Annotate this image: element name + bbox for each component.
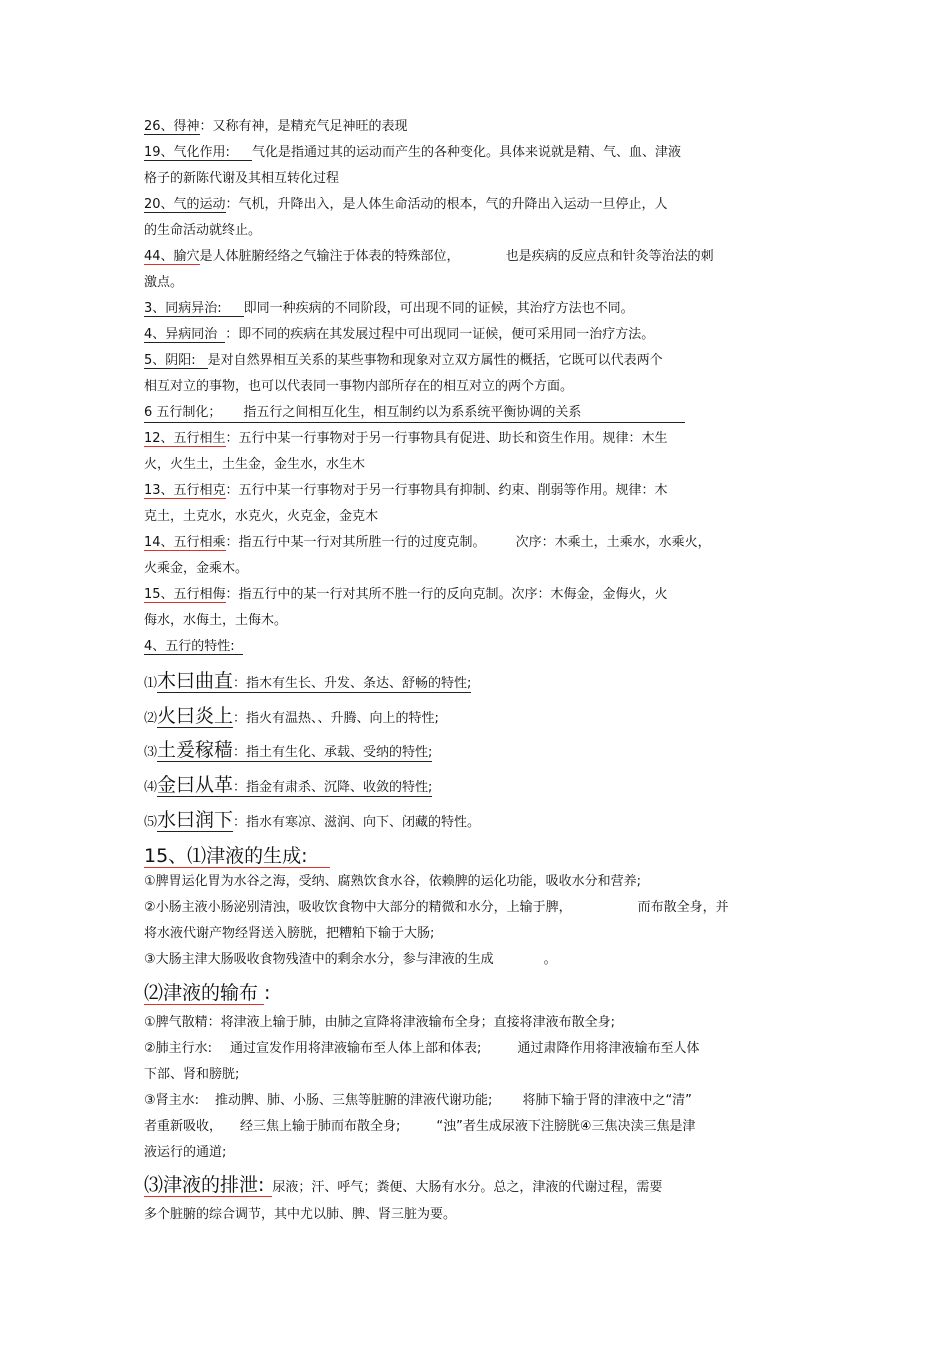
line-body	[144, 951, 557, 969]
body-text: 将肺下输于肾的津液中之“清”	[522, 1093, 692, 1108]
line-yin-yang	[144, 352, 663, 370]
definition-text: 即同一种疾病的不同阶段，可出现不同的证候，其治疗方法也不同。	[243, 301, 634, 316]
heading-jin-ye-shu-bu: ⑵津液的输布 :	[144, 982, 271, 1004]
line-shu-xue	[144, 248, 714, 266]
line-continuation	[144, 222, 261, 240]
definition-text: ：指火有温热、、升腾、向上的特性;	[233, 711, 439, 726]
line-continuation	[144, 378, 573, 396]
section-heading: 15、⑴津液的生成:	[144, 845, 330, 868]
term-xiang-sheng: 12、五行相生	[144, 431, 226, 446]
term-xiang-wu: 15、五行相侮	[144, 587, 226, 602]
line-body	[144, 873, 641, 891]
definition-text: ：指五行中的某一行对其所不胜一行的反向克制。次序：木侮金，金侮火，火	[225, 587, 668, 602]
continuation-text: 的生命活动就终止。	[144, 223, 262, 238]
term-tong-bing-yi-zhi: 3、同病异治:	[144, 301, 244, 317]
definition-text: ：气机，升降出入，是人体生命活动的根本，气的升降出入运动一旦停止，人	[225, 197, 668, 212]
body-text: 而布散全身，并	[637, 900, 729, 915]
line-body	[144, 899, 729, 917]
body-text: “浊”者生成尿液下注膀胱④三焦决渎三焦是津	[436, 1119, 696, 1134]
section-heading: ⑵津液的输布	[144, 982, 264, 1005]
line-continuation	[144, 170, 339, 188]
body-text: ②小肠主液小肠泌别清浊，吸收饮食物中大部分的精微和水分，上输于脾，	[144, 900, 572, 915]
line-xiang-ke	[144, 482, 668, 500]
line-continuation	[144, 508, 378, 526]
term-qi-yun-dong: 20、气的运动	[144, 197, 226, 212]
body-text: ②肺主行水:	[144, 1041, 213, 1056]
term-huo: 火曰炎上	[157, 705, 234, 727]
body-text: ③大肠主津大肠吸收食物残渣中的剩余水分，参与津液的生成	[144, 952, 494, 967]
line-qi-yun-dong	[144, 196, 668, 214]
line-xiang-cheng	[144, 534, 711, 552]
definition-text: 次序：木乘土，土乘水，水乘火，	[515, 535, 711, 550]
body-text: 多个脏腑的综合调节，其中尤以肺、脾、肾三脏为要。	[144, 1207, 457, 1222]
section-heading: ⑶津液的排泄:	[144, 1174, 272, 1197]
heading-jin-ye-pai-xie	[144, 1172, 662, 1201]
line-de-shen	[144, 118, 408, 136]
body-text: ①脾胃运化胃为水谷之海，受纳、腐熟饮食水谷，依赖脾的运化功能，吸收水分和营养;	[144, 874, 642, 889]
term-mu: 木曰曲直：指木有生长、升发、条达、舒畅的特性;	[157, 670, 472, 692]
body-text: 下部、肾和膀胱;	[144, 1067, 240, 1082]
term-yin-yang: 5、阴阳:	[144, 353, 208, 369]
line-wu-xing-te-xing	[144, 638, 243, 656]
term-xiang-cheng: 14、五行相乘	[144, 535, 226, 550]
term-de-shen: 26、得神	[144, 119, 200, 134]
definition-text: ：又称有神，是精充气足神旺的表现	[199, 119, 408, 134]
continuation-text: 克土，土克水，水克火，火克金，金克木	[144, 509, 379, 524]
continuation-text: 火乘金，金乘木。	[144, 561, 249, 576]
body-text: 将水液代谢产物经肾送入膀胱，把糟粕下输于大肠;	[144, 926, 435, 941]
body-text: 通过肃降作用将津液输布至人体	[517, 1041, 700, 1056]
term-jin: 金曰从革：指金有肃杀、沉降、收敛的特性;	[157, 774, 433, 796]
body-text: 推动脾、肺、小肠、三焦等脏腑的津液代谢功能;	[215, 1093, 493, 1108]
term-xiang-ke: 13、五行相克	[144, 483, 226, 498]
line-body	[144, 1040, 699, 1058]
line-body	[144, 1144, 226, 1162]
line-qi-hua	[144, 144, 681, 162]
line-huo: ⑵火曰炎上：指火有温热、、升腾、向上的特性;	[144, 705, 439, 727]
body-text: 。	[543, 952, 557, 967]
term-yi-bing-tong-zhi: 4、异病同治	[144, 327, 225, 343]
line-body	[144, 1206, 456, 1224]
line-continuation	[144, 274, 183, 292]
body-text: 液运行的通道;	[144, 1145, 227, 1160]
definition-text: ：五行中某一行事物对于另一行事物具有抑制、约束、削弱等作用。规律：木	[225, 483, 668, 498]
line-body	[144, 925, 434, 943]
continuation-text: 激点。	[144, 275, 184, 290]
line-continuation	[144, 456, 365, 474]
line-wu-xing-zhi-hua	[144, 404, 685, 423]
line-body	[144, 1118, 696, 1136]
line-xiang-wu	[144, 586, 668, 604]
line-continuation	[144, 612, 287, 630]
heading-jin-ye-sheng-cheng	[144, 843, 330, 872]
term-shui: 水曰润下	[157, 809, 234, 831]
term-tu: 土爰稼穑：指土有生化、承载、受纳的特性;	[157, 739, 433, 761]
body-text: 尿液；汗、呼气；粪便、大肠有水分。总之，津液的代谢过程，需要	[272, 1180, 663, 1195]
body-text: ①脾气散精：将津液上输于肺，由肺之宣降将津液输布全身；直接将津液布散全身;	[144, 1015, 616, 1030]
continuation-text: 侮水，水侮土，土侮木。	[144, 613, 288, 628]
definition-text: 也是疾病的反应点和针灸等治法的刺	[505, 249, 714, 264]
line-continuation	[144, 560, 248, 578]
line-shui: ⑸水曰润下：指水有寒凉、滋润、向下、闭藏的特性。	[144, 809, 481, 831]
term-wu-xing-zhi-hua: 6 五行制化； 指五行之间相互化生，相互制约以为系系统平衡协调的关系	[144, 404, 685, 423]
definition-text: ：指水有寒凉、滋润、向下、闭藏的特性。	[233, 815, 481, 830]
continuation-text: 格子的新陈代谢及其相互转化过程	[144, 171, 340, 186]
definition-text: ：即不同的疾病在其发展过程中可出现同一证候，便可采用同一治疗方法。	[225, 327, 655, 342]
line-tu: ⑶土爰稼穑：指土有生化、承载、受纳的特性;	[144, 739, 433, 761]
line-tong-bing-yi-zhi	[144, 300, 634, 318]
definition-text: 气化是指通过其的运动而产生的各种变化。具体来说就是精、气、血、津液	[251, 145, 681, 160]
term-shu-xue: 44、腧穴	[144, 249, 200, 264]
line-xiang-sheng	[144, 430, 668, 448]
continuation-text: 相互对立的事物，也可以代表同一事物内部所存在的相互对立的两个方面。	[144, 379, 574, 394]
definition-text: ：指五行中某一行对其所胜一行的过度克制。	[225, 535, 486, 550]
line-mu: ⑴木曰曲直：指木有生长、升发、条达、舒畅的特性;	[144, 670, 472, 692]
body-text: ③肾主水:	[144, 1093, 200, 1108]
body-text: 通过宣发作用将津液输布至人体上部和体表;	[230, 1041, 482, 1056]
line-body	[144, 1066, 239, 1084]
line-jin: ⑷金曰从革：指金有肃杀、沉降、收敛的特性;	[144, 774, 433, 796]
body-text: 者重新吸收，	[144, 1119, 223, 1134]
body-text: 经三焦上输于肺而布散全身;	[240, 1119, 401, 1134]
definition-text: ：五行中某一行事物对于另一行事物具有促进、助长和资生作用。规律：木生	[225, 431, 668, 446]
line-body	[144, 1014, 615, 1032]
continuation-text: 火，火生土，土生金，金生水，水生木	[144, 457, 366, 472]
definition-text: 是对自然界相互关系的某些事物和现象对立双方属性的概括，它既可以代表两个	[207, 353, 663, 368]
definition-text: 是人体脏腑经络之气输注于体表的特殊部位，	[199, 249, 460, 264]
line-yi-bing-tong-zhi	[144, 326, 654, 344]
section-heading: 4、五行的特性:	[144, 639, 243, 655]
term-qi-hua: 19、气化作用:	[144, 145, 252, 161]
line-body	[144, 1092, 692, 1110]
